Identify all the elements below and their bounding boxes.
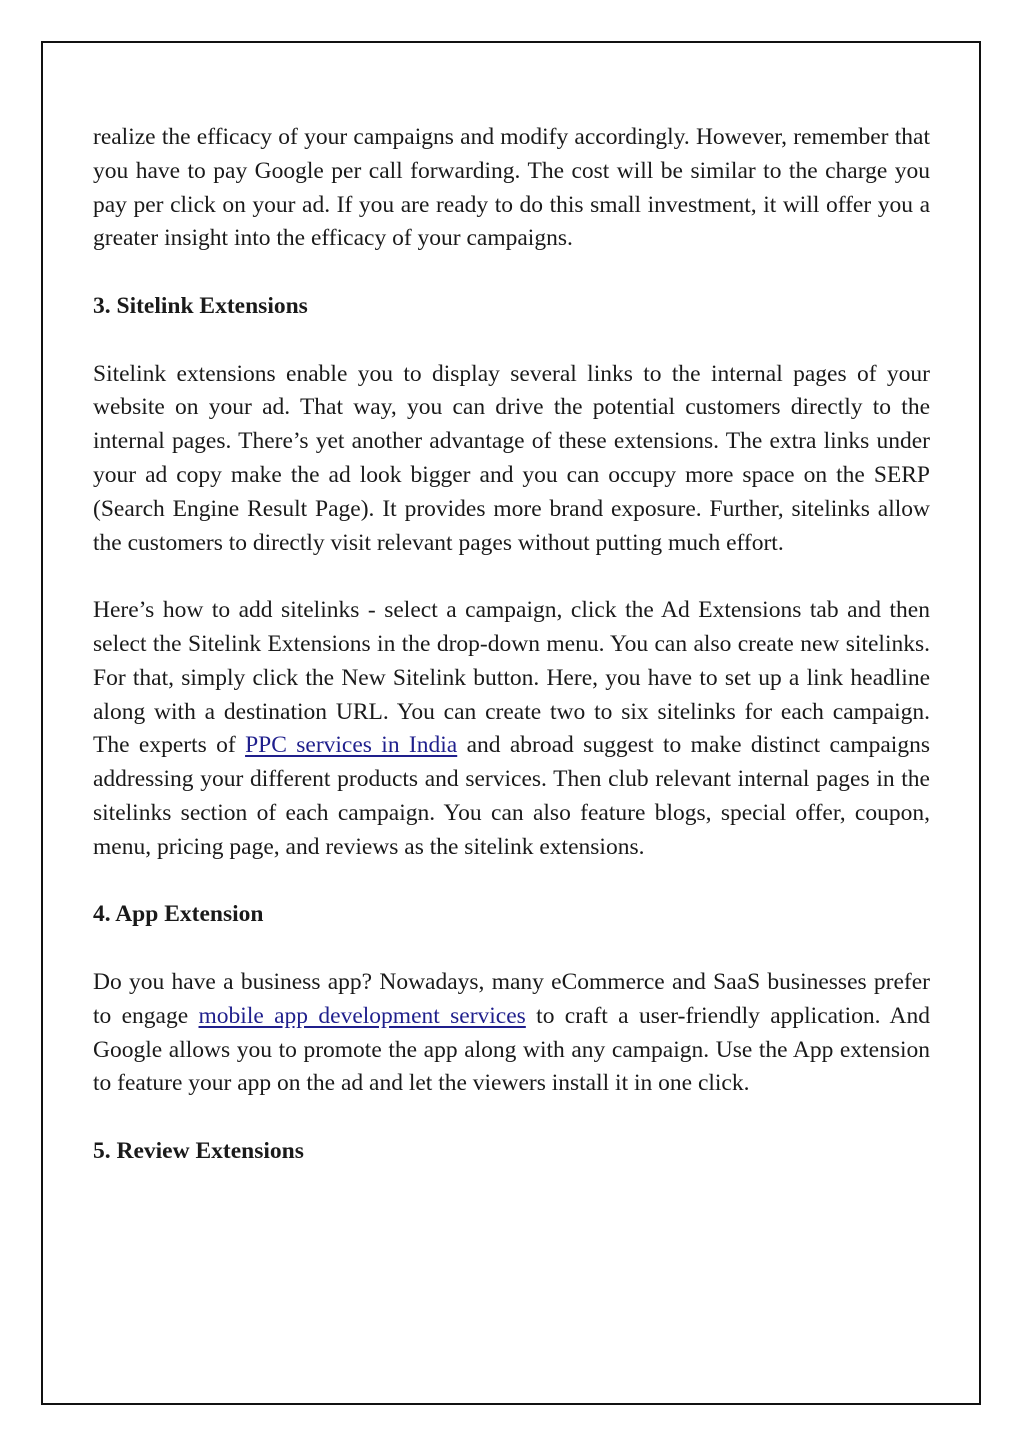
paragraph-text-before-link: Do you have a business app? Nowadays, many eCommerce and SaaS businesses prefer to engage (93, 968, 930, 1029)
paragraph-call-extension-cost: realize the efficacy of your campaigns and modify accordingly. However, remember that you have to pay Google per call forwarding. The cost will be similar to the charge you pay per click on your ad. If you are ready to do this small investment, it will offer you a greater insight into the efficacy of your campaigns. (93, 124, 930, 252)
heading-app-extension: 4. App Extension (93, 901, 264, 928)
paragraph-text-after-link: to craft a user-friendly application. And Google allows you to promote the app along with any campaign. Use the App extension to feature your app on the ad and let the viewers install it in one click. (93, 1002, 931, 1097)
heading-review-extensions: 5. Review Extensions (93, 1137, 304, 1164)
paragraph-how-to-add-sitelinks (93, 594, 930, 864)
paragraph-app-extension (93, 966, 930, 1101)
paragraph-text-after-link: and abroad suggest to make distinct campaigns addressing your different products and services. Then club relevant internal pages in the sitelinks section of each campaign. You can also feature blogs, special offer, coupon, menu, pricing page, and reviews as the sitelink extensions. (93, 732, 930, 860)
link-ppc-services-india[interactable]: PPC services in India (245, 732, 458, 759)
paragraph-sitelink-intro: Sitelink extensions enable you to display several links to the internal pages of your website on your ad. That way, you can drive the potential customers directly to the internal pages. There’s yet another advantage of these extensions. The extra links under your ad copy make the ad look bigger and you can occupy more space on the SERP (Search Engine Result Page). It provides more brand exposure. Further, sitelinks allow the customers to directly visit relevant pages without putting much effort. (93, 360, 930, 556)
link-mobile-app-development-services[interactable]: mobile app development services (198, 1002, 526, 1029)
document-body (93, 121, 930, 1203)
heading-sitelink-extensions: 3. Sitelink Extensions (93, 292, 308, 319)
paragraph-text-before-link: Here’s how to add sitelinks - select a campaign, click the Ad Extensions tab and then select the Sitelink Extensions in the drop-down menu. You can also create new sitelinks. For that, simply click the New Sitelink button. Here, you have to set up a link headline along with a destination URL. You can create two to six sitelinks for each campaign. The experts of (93, 597, 930, 759)
